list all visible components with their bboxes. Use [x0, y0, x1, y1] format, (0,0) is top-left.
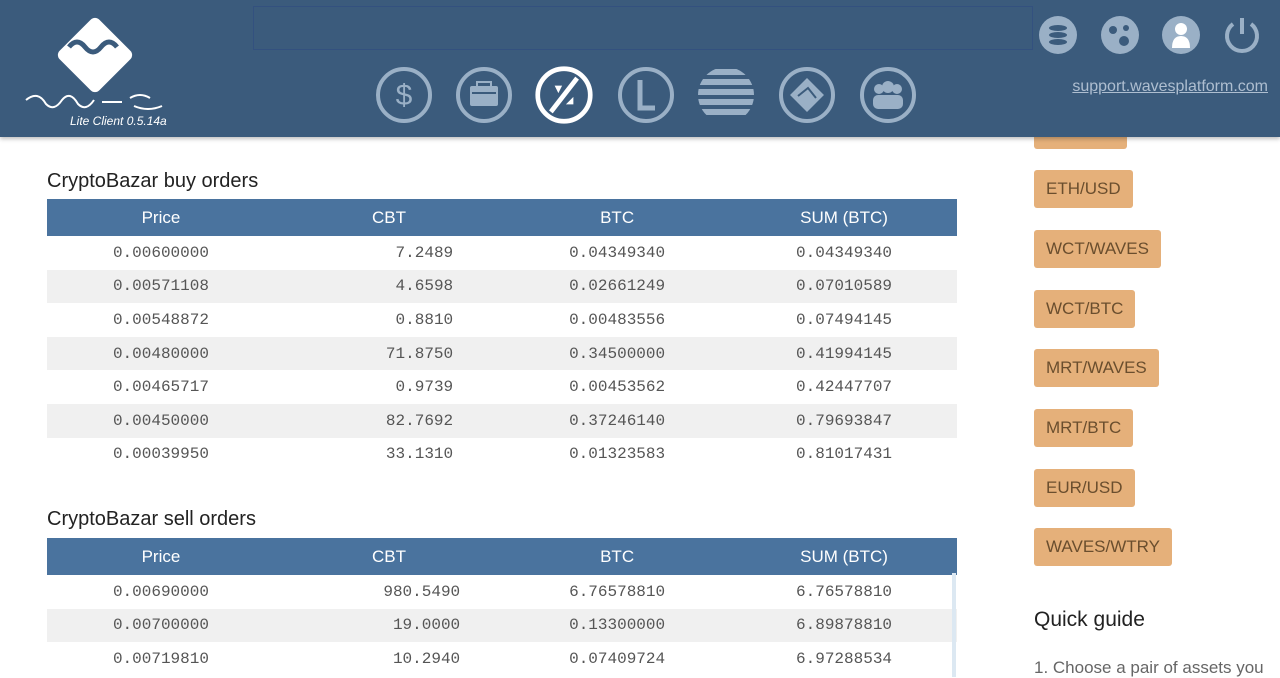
table-row[interactable]: [47, 270, 957, 304]
svg-text:$: $: [395, 79, 413, 112]
table-row[interactable]: [47, 337, 957, 371]
quick-guide-title: Quick guide: [1034, 608, 1145, 631]
support-link[interactable]: support.wavesplatform.com: [1072, 78, 1268, 95]
table-row[interactable]: [47, 404, 957, 438]
table-row[interactable]: [47, 642, 957, 676]
cell-btc: 0.37246140: [503, 404, 731, 438]
cell-cbt: 7.2489: [395, 243, 454, 262]
cell-sum: 0.79693847: [731, 404, 957, 438]
column-header-sum[interactable]: SUM (BTC): [731, 538, 957, 575]
community-icon[interactable]: [858, 65, 918, 125]
cell-price: 0.00690000: [112, 582, 209, 601]
column-header-cbt[interactable]: CBT: [275, 199, 503, 236]
power-icon[interactable]: [1221, 14, 1263, 56]
cell-price: 0.00480000: [47, 337, 275, 371]
cell-sum: 0.42447707: [796, 378, 893, 397]
cell-sum: 6.76578810: [796, 582, 893, 601]
table-row[interactable]: [47, 303, 957, 337]
search-outline: [253, 6, 1033, 50]
waves-logo[interactable]: [22, 12, 172, 130]
cell-price: 0.00719810: [112, 649, 209, 668]
pair-button-mrt-waves[interactable]: MRT/WAVES: [1034, 349, 1159, 387]
cell-btc: 0.07409724: [569, 649, 666, 668]
table-header-row: [47, 538, 957, 575]
table-row[interactable]: [47, 609, 957, 643]
cell-price: 0.00450000: [47, 404, 275, 438]
dollar-icon[interactable]: [374, 65, 434, 125]
column-header-btc[interactable]: BTC: [503, 199, 731, 236]
table-row[interactable]: [47, 438, 957, 472]
cell-btc: 0.00483556: [569, 310, 666, 329]
cell-price: 0.00700000: [47, 609, 275, 643]
top-bar: [0, 0, 1280, 137]
pair-button-waves-wtry[interactable]: WAVES/WTRY: [1034, 528, 1172, 566]
cell-sum: 6.89878810: [731, 609, 957, 643]
lines-icon[interactable]: [696, 65, 756, 125]
map-icon[interactable]: [777, 65, 837, 125]
dex-icon[interactable]: [534, 65, 594, 125]
buy-orders-title: CryptoBazar buy orders: [47, 170, 259, 192]
cell-cbt: 82.7692: [275, 404, 503, 438]
user-icon[interactable]: [1160, 14, 1202, 56]
buy-orders-table: [47, 199, 957, 471]
cell-btc: 0.01323583: [569, 445, 666, 464]
leasing-icon[interactable]: [616, 65, 676, 125]
cell-price: 0.00571108: [47, 270, 275, 304]
cell-cbt: 4.6598: [275, 270, 503, 304]
cell-btc: 0.04349340: [569, 243, 666, 262]
database-icon[interactable]: [1037, 14, 1079, 56]
cell-cbt: 0.9739: [395, 378, 454, 397]
cell-sum: 0.04349340: [796, 243, 893, 262]
table-header-row: [47, 199, 957, 236]
cell-sum: 6.97288534: [796, 649, 893, 668]
cell-price: 0.00039950: [112, 445, 209, 464]
cell-cbt: 33.1310: [385, 445, 454, 464]
scrollbar-track[interactable]: [952, 573, 956, 677]
column-header-cbt[interactable]: CBT: [275, 538, 503, 575]
cell-cbt: 10.2940: [392, 649, 461, 668]
cell-btc: 0.34500000: [503, 337, 731, 371]
cell-btc: 0.00453562: [569, 378, 666, 397]
cell-price: 0.00600000: [112, 243, 209, 262]
logo-caption: Lite Client 0.5.14a: [70, 114, 167, 128]
table-row[interactable]: [47, 370, 957, 404]
cell-sum: 0.81017431: [796, 445, 893, 464]
column-header-price[interactable]: Price: [47, 538, 275, 575]
table-row[interactable]: [47, 236, 957, 270]
column-header-btc[interactable]: BTC: [503, 538, 731, 575]
cell-sum: 0.41994145: [731, 337, 957, 371]
pair-button-mrt-btc[interactable]: MRT/BTC: [1034, 409, 1133, 447]
pair-button-wct-waves[interactable]: WCT/WAVES: [1034, 230, 1161, 268]
cell-cbt: 0.8810: [395, 310, 454, 329]
cell-sum: 0.07494145: [796, 310, 893, 329]
settings-cog-icon[interactable]: [1099, 14, 1141, 56]
cell-cbt: 19.0000: [275, 609, 503, 643]
sell-orders-title: CryptoBazar sell orders: [47, 508, 256, 530]
cell-cbt: 980.5490: [383, 582, 461, 601]
column-header-sum[interactable]: SUM (BTC): [731, 199, 957, 236]
cell-btc: 6.76578810: [569, 582, 666, 601]
column-header-price[interactable]: Price: [47, 199, 275, 236]
cell-btc: 0.13300000: [503, 609, 731, 643]
cell-cbt: 71.8750: [275, 337, 503, 371]
pair-button-wct-btc[interactable]: WCT/BTC: [1034, 290, 1135, 328]
pair-button-eth-usd[interactable]: ETH/USD: [1034, 170, 1133, 208]
pair-button-eur-usd[interactable]: EUR/USD: [1034, 469, 1135, 507]
cell-price: 0.00465717: [112, 378, 209, 397]
cell-sum: 0.07010589: [731, 270, 957, 304]
sell-orders-table: [47, 538, 957, 676]
wallet-icon[interactable]: [454, 65, 514, 125]
quick-guide-step: 1. Choose a pair of assets you: [1034, 658, 1264, 677]
table-row[interactable]: [47, 575, 957, 609]
cell-price: 0.00548872: [112, 310, 209, 329]
cell-btc: 0.02661249: [503, 270, 731, 304]
